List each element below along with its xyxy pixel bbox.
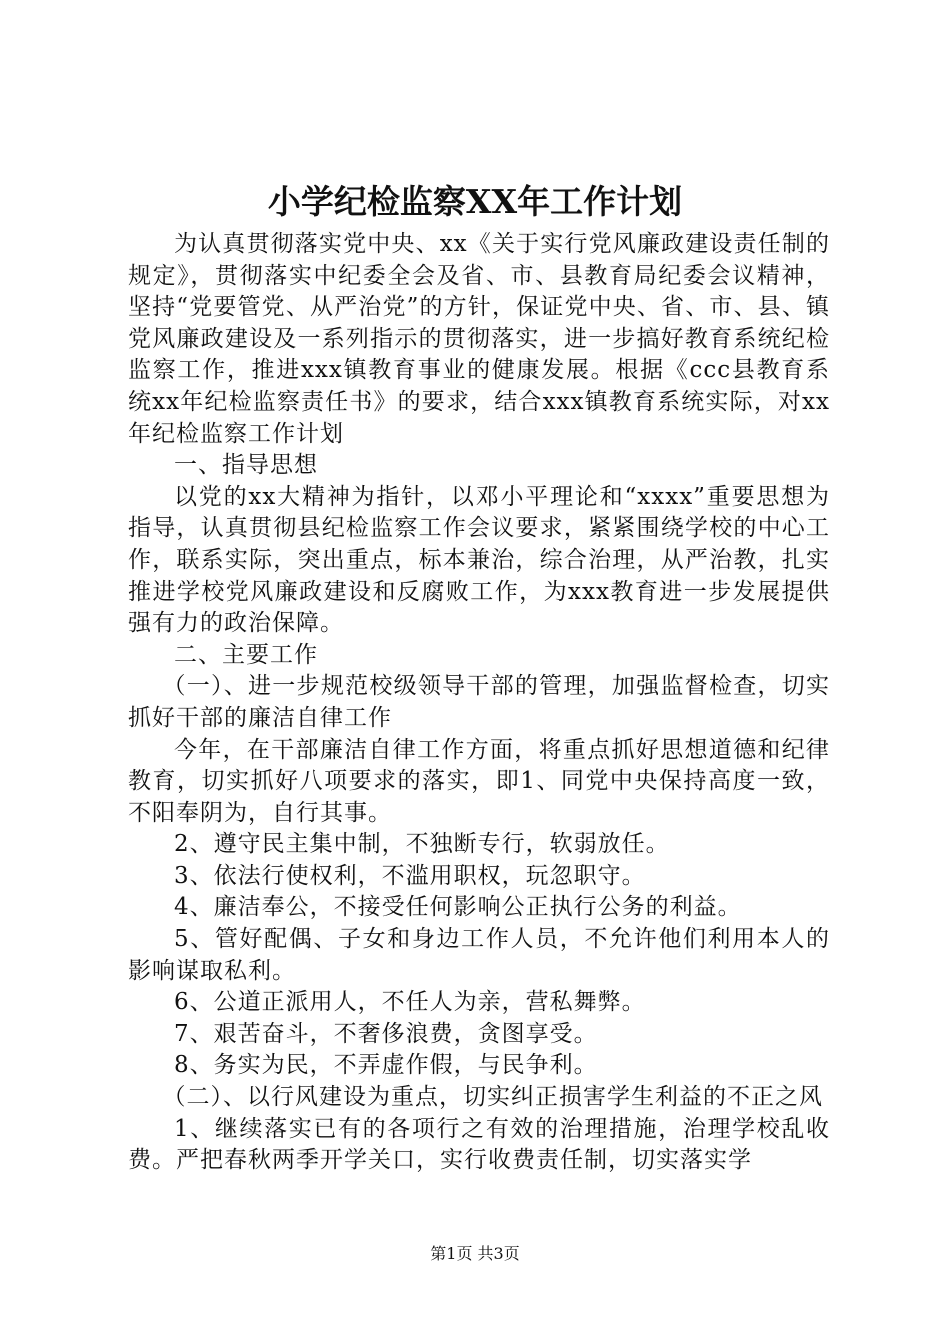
list-item: 4、廉洁奉公，不接受任何影响公正执行公务的利益。 <box>174 894 742 921</box>
list-item: 7、艰苦奋斗，不奢侈浪费，贪图享受。 <box>174 1020 598 1047</box>
list-item: 3、依法行使权利，不滥用职权，玩忽职守。 <box>174 862 646 889</box>
body-paragraph: 今年，在干部廉洁自律工作方面，将重点抓好思想道德和纪律教育，切实抓好八项要求的落实，即1、同党中央保持高度一致，不阳奉阴为，自行其事。 <box>128 736 830 826</box>
section-heading: 一、指导思想 <box>174 452 318 479</box>
document-body <box>128 229 830 1177</box>
intro-paragraph: 为认真贯彻落实党中央、xx《关于实行党风廉政建设责任制的规定》，贯彻落实中纪委全会及省、市、县教育局纪委会议精神，坚持“党要管党、从严治党”的方针，保证党中央、省、市、县、镇党风廉政建设及一系列指示的贯彻落实，进一步搞好教育系统纪检监察工作，推进xxx镇教育事业的健康发展。根据《ccc县教育系统xx年纪检监察责任书》的要求，结合xxx镇教育系统实际，对xx年纪检监察工作计划 <box>128 231 830 447</box>
list-item: 8、务实为民，不弄虚作假，与民争利。 <box>174 1052 598 1079</box>
list-item: 2、遵守民主集中制，不独断专行，软弱放任。 <box>174 831 670 858</box>
list-item: 6、公道正派用人，不任人为亲，营私舞弊。 <box>174 989 646 1016</box>
subsection-heading: （一）、进一步规范校级领导干部的管理，加强监督检查，切实抓好干部的廉洁自律工作 <box>128 673 830 731</box>
list-item: 5、管好配偶、子女和身边工作人员，不允许他们利用本人的影响谋取私利。 <box>128 926 830 984</box>
document-title: 小学纪检监察XX年工作计划 <box>267 182 683 221</box>
page-footer: 第1页 共3页 <box>430 1244 520 1263</box>
subsection-heading: （二）、以行风建设为重点，切实纠正损害学生利益的不正之风 <box>162 1084 823 1111</box>
section-heading: 二、主要工作 <box>174 641 318 668</box>
body-paragraph: 1、继续落实已有的各项行之有效的治理措施，治理学校乱收费。严把春秋两季开学关口，实行收费责任制，切实落实学 <box>128 1115 830 1174</box>
body-paragraph: 以党的xx大精神为指针，以邓小平理论和“xxxx”重要思想为指导，认真贯彻县纪检监察工作会议要求，紧紧围绕学校的中心工作，联系实际，突出重点，标本兼治，综合治理，从严治教，扎实推进学校党风廉政建设和反腐败工作，为xxx教育进一步发展提供强有力的政治保障。 <box>128 483 830 637</box>
